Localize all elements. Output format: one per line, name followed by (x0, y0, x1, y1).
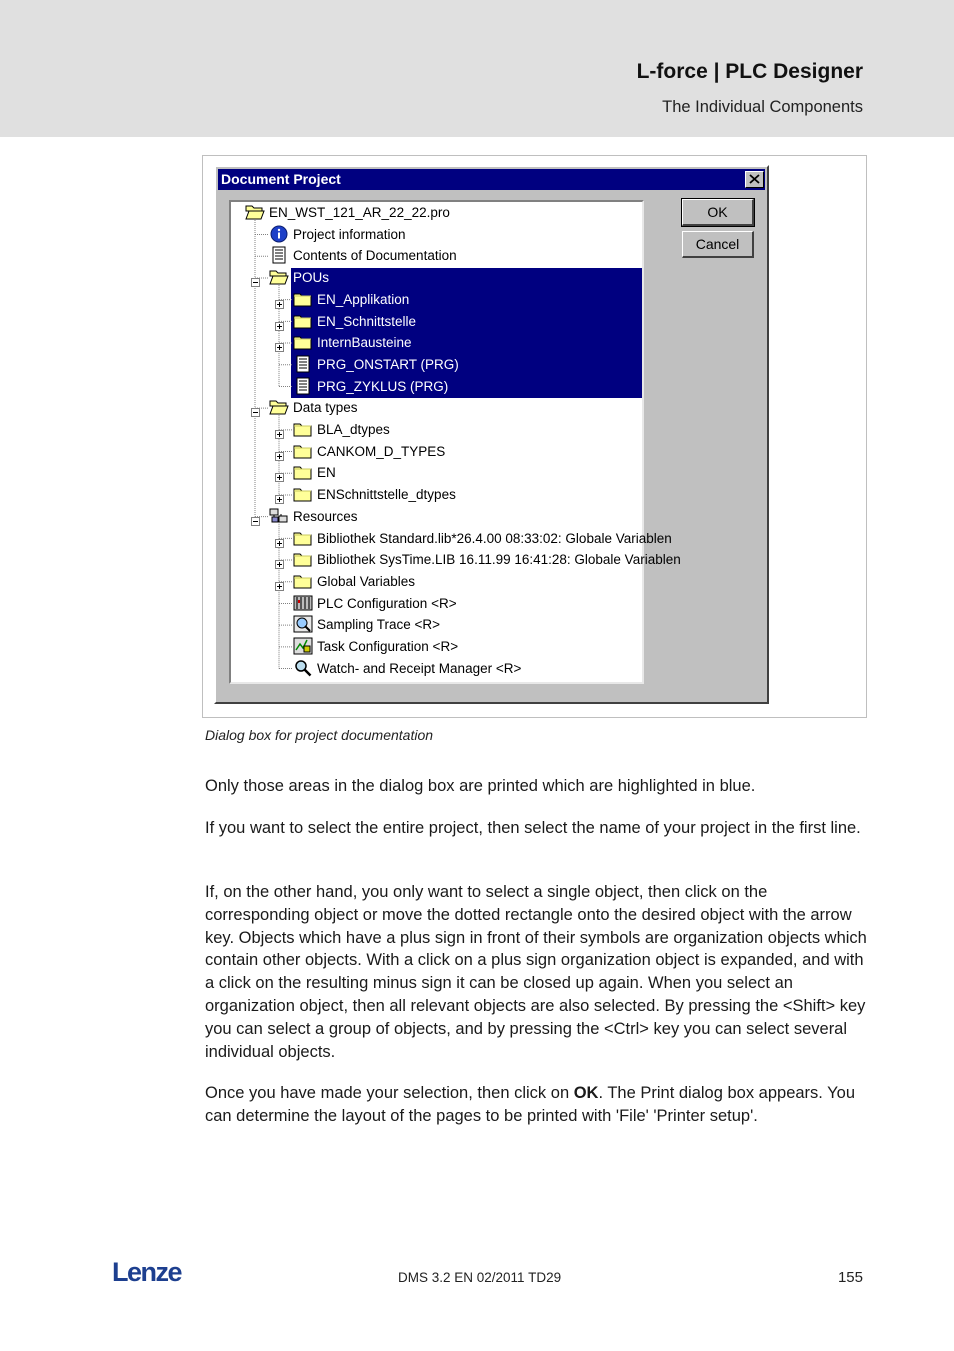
magnifier-icon (293, 659, 313, 677)
tree-item-label: Contents of Documentation (293, 248, 457, 264)
folder-icon (293, 529, 313, 547)
expand-plus-icon[interactable] (275, 489, 284, 498)
tree-item-label: EN_Schnittstelle (317, 313, 417, 329)
tree-item-label: PRG_ZYKLUS (PRG) (317, 378, 449, 394)
folder-icon (293, 463, 313, 481)
tree-item[interactable] (231, 376, 642, 397)
tree-item[interactable] (231, 332, 642, 353)
tree-item[interactable] (231, 289, 642, 310)
tree-item[interactable] (231, 462, 642, 483)
resources-icon (269, 507, 289, 525)
tree-item-label: PLC Configuration <R> (317, 595, 457, 611)
folder-icon (293, 312, 313, 330)
collapse-minus-icon[interactable] (251, 272, 260, 281)
lenze-logo: Lenze (112, 1257, 182, 1287)
tree-item[interactable] (231, 506, 642, 527)
tree-item-label: Bibliothek Standard.lib*26.4.00 08:33:02: Globale Variablen (317, 530, 672, 546)
expand-plus-icon[interactable] (275, 576, 284, 585)
project-tree[interactable] (229, 200, 681, 684)
tree-item-label: Bibliothek SysTime.LIB 16.11.99 16:41:28: Globale Variablen (317, 552, 681, 568)
sampling-trace-icon (293, 615, 313, 633)
folder-icon (293, 333, 313, 351)
expand-plus-icon[interactable] (275, 337, 284, 346)
tree-item[interactable] (231, 397, 642, 418)
tree-item-label: POUs (293, 270, 330, 286)
tree-item-label: PRG_ONSTART (PRG) (317, 356, 459, 372)
tree-item-label: Global Variables (317, 573, 416, 589)
tree-item[interactable] (231, 419, 642, 440)
expand-plus-icon[interactable] (275, 554, 284, 563)
document-project-dialog (214, 165, 769, 704)
page-number: 155 (837, 1269, 863, 1286)
tree-item[interactable] (231, 614, 642, 635)
tree-item-label: Project information (293, 226, 406, 242)
open-folder-icon (245, 203, 265, 221)
folder-icon (293, 442, 313, 460)
collapse-minus-icon[interactable] (251, 402, 260, 411)
task-config-icon (293, 637, 313, 655)
expand-plus-icon[interactable] (275, 467, 284, 476)
tree-item[interactable] (231, 267, 642, 288)
tree-item[interactable] (231, 354, 642, 375)
open-folder-icon (269, 398, 289, 416)
folder-icon (293, 572, 313, 590)
document-icon (293, 355, 313, 373)
tree-item[interactable] (231, 593, 642, 614)
dialog-title: Document Project (221, 171, 341, 187)
open-folder-icon (269, 268, 289, 286)
tree-item-label: InternBausteine (317, 335, 412, 351)
tree-item[interactable] (231, 658, 642, 679)
tree-item-label: Data types (293, 400, 358, 416)
tree-item-label: CANKOM_D_TYPES (317, 443, 446, 459)
expand-plus-icon[interactable] (275, 533, 284, 542)
ok-emphasis: OK (573, 1084, 599, 1102)
folder-icon (293, 290, 313, 308)
expand-plus-icon[interactable] (275, 294, 284, 303)
tree-item[interactable] (231, 636, 642, 657)
dialog-titlebar (218, 169, 765, 190)
footer-doc-id: DMS 3.2 EN 02/2011 TD29 (398, 1270, 562, 1285)
tree-item[interactable] (231, 549, 681, 570)
tree-item-label: EN (317, 465, 336, 481)
tree-item-label: Watch- and Receipt Manager <R> (317, 660, 522, 676)
paragraph-select-object: If, on the other hand, you only want to select a single object, then click on the corresponding object or move the dotted rectangle onto the desired object with the arrow key. Objects which have a plus sign in front of their symbols are organization objects which contain other objects. With a click on a plus sign organization object is expanded, and with a click on the resulting minus sign it can be closed up again. When you select an organization object, then all relevant objects are also selected. By pressing the <Shift> key you can select a group of objects, and by pressing the <Ctrl> key you can select several individual objects. (205, 883, 867, 1061)
tree-item[interactable] (231, 484, 642, 505)
close-button[interactable] (745, 171, 764, 188)
tree-item[interactable] (231, 571, 642, 592)
paragraph-highlight-info: Only those areas in the dialog box are printed which are highlighted in blue. (205, 777, 756, 795)
tree-item-label: BLA_dtypes (317, 422, 390, 437)
paragraph-confirm: Once you have made your selection, then click on OK. The Print dialog box appears. You can determine the layout of the pages to be printed with 'File' 'Printer setup'. (205, 1084, 856, 1125)
expand-plus-icon[interactable] (275, 446, 284, 455)
header-subtitle: The Individual Components (662, 98, 863, 116)
expand-plus-icon[interactable] (275, 424, 284, 433)
tree-item-label: Resources (293, 508, 358, 524)
plc-config-icon (293, 594, 313, 612)
close-icon (750, 175, 759, 183)
ok-button[interactable]: OK (682, 199, 754, 226)
info-icon (269, 225, 289, 243)
cancel-button[interactable]: Cancel (682, 231, 754, 258)
document-icon (269, 246, 289, 264)
tree-item[interactable] (231, 224, 642, 245)
header-title: L-force | PLC Designer (636, 60, 863, 83)
tree-item-label: EN_WST_121_AR_22_22.pro (269, 205, 450, 220)
collapse-minus-icon[interactable] (251, 511, 260, 520)
tree-item[interactable] (231, 311, 642, 332)
expand-plus-icon[interactable] (275, 316, 284, 325)
tree-item-label: ENSchnittstelle_dtypes (317, 487, 456, 503)
folder-icon (293, 420, 313, 438)
tree-item[interactable] (231, 441, 642, 462)
tree-item-label: Sampling Trace <R> (317, 617, 441, 633)
tree-item[interactable] (231, 202, 642, 223)
tree-item[interactable] (231, 528, 672, 549)
tree-item[interactable] (231, 245, 642, 266)
header-band (0, 0, 954, 137)
folder-icon (293, 550, 313, 568)
tree-item-label: EN_Applikation (317, 291, 410, 307)
folder-icon (293, 485, 313, 503)
paragraph-select-project: If you want to select the entire project, then select the name of your project in the first line. (205, 819, 861, 837)
figure-caption: Dialog box for project documentation (205, 727, 434, 743)
document-icon (293, 377, 313, 395)
tree-item-label: Task Configuration <R> (317, 639, 459, 654)
